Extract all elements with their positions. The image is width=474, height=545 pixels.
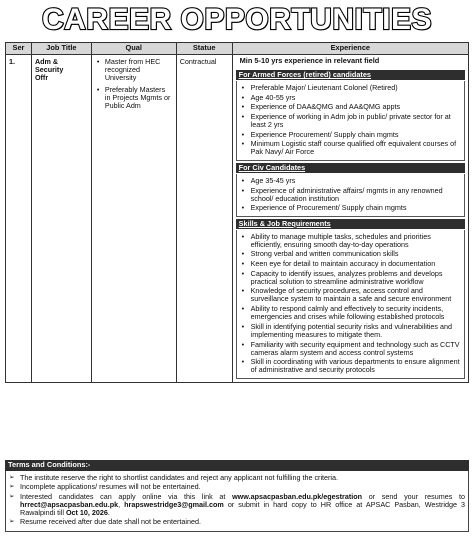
terms-text: or send your resumes to — [362, 491, 466, 501]
list-item: • Ability to respond calmly and effectively to security incidents, emergencies and crises while following established protocols — [240, 305, 461, 321]
section-title-civ: For Civ Candidates — [236, 163, 465, 173]
job-title-line: Adm & — [34, 57, 59, 66]
cell-experience — [232, 55, 468, 383]
cell-status — [176, 55, 232, 383]
terms-section — [5, 460, 469, 532]
section-title-skills: Skills & Job Requirements — [236, 219, 465, 229]
ser-number: 1. — [9, 57, 15, 66]
terms-text: . — [107, 507, 110, 517]
cell-ser — [6, 55, 32, 383]
armed-list — [240, 84, 461, 156]
table-row — [6, 55, 469, 383]
email-link[interactable]: hrrect@apsacpasban.edu.pk — [20, 499, 119, 509]
list-item: ➢ Incomplete applications/ resumes will not be entertained. — [9, 483, 465, 491]
list-item: • Familiarity with security equipment and technology such as CCTV cameras alarm system and access control systems — [240, 341, 461, 357]
list-item: ➢ The institute reserve the right to shortlist candidates and reject any applicant not fulfilling the criteria. — [9, 474, 465, 482]
list-item — [9, 493, 465, 517]
list-item: • Age 35-45 yrs — [240, 177, 461, 185]
terms-text: Interested candidates can apply online via this link at — [20, 491, 233, 501]
header-status: Statue — [176, 43, 232, 55]
list-item: • Preferable Major/ Lieutenant Colonel (Retired) — [240, 84, 461, 92]
table-header-row — [6, 43, 469, 55]
list-item: • Ability to manage multiple tasks, schedules and priorities efficiently, ensuring smooth day-to-day operations — [240, 233, 461, 249]
list-item: • Experience of DAA&QMG and AA&QMG appts — [240, 103, 461, 111]
list-item: • Strong verbal and written communication skills — [240, 250, 461, 258]
section-skills — [236, 230, 465, 379]
list-item: • Skill in identifying potential security risks and vulnerabilities and implementing measures to mitigate them. — [240, 323, 461, 339]
list-item: • Preferably Masters in Projects Mgmts or Public Adm — [95, 86, 173, 110]
terms-text: , — [118, 499, 125, 509]
list-item: • Capacity to identify issues, analyzes problems and develops practical solution to streamline administrative workflow — [240, 270, 461, 286]
list-item: • Master from HEC recognized University — [95, 58, 173, 82]
terms-title: Terms and Conditions:- — [5, 460, 469, 471]
civ-list — [240, 177, 461, 212]
list-item: • Age 40-55 yrs — [240, 94, 461, 102]
apply-link[interactable]: www.apsacpasban.edu.pk/egestration — [232, 491, 363, 501]
email-link[interactable]: hrapswestridge3@gmail.com — [124, 499, 224, 509]
skills-list — [240, 233, 461, 375]
vacancy-table — [5, 42, 469, 383]
header-qual: Qual — [91, 43, 176, 55]
experience-heading: Min 5-10 yrs experience in relevant field — [239, 56, 380, 65]
list-item: • Experience Procurement/ Supply chain mgmts — [240, 131, 461, 139]
terms-text: or submit in hard copy to HR office at APSAC Pasban, Westridge 3 Rawalpindi till — [20, 499, 466, 517]
list-item: • Experience of administrative affairs/ mgmts in any renowned school/ education institution — [240, 187, 461, 203]
cell-qual — [91, 55, 176, 383]
header-ser: Ser — [6, 43, 32, 55]
header-experience: Experience — [232, 43, 468, 55]
cell-job-title — [31, 55, 91, 383]
qual-list — [95, 58, 173, 110]
list-item: • Keen eye for detail to maintain accuracy in documentation — [240, 260, 461, 268]
deadline-date: Oct 10, 2026 — [65, 507, 108, 517]
list-item: ➢ Resume received after due date shall not be entertained. — [9, 518, 465, 526]
list-item: • Experience of Procurement/ Supply chain mgmts — [240, 204, 461, 212]
section-armed — [236, 81, 465, 161]
list-item: • Knowledge of security procedures, access control and surveillance system to maintain a safe and secure environment — [240, 287, 461, 303]
job-title-line: Offr — [34, 73, 49, 83]
section-title-armed: For Armed Forces (retired) candidates — [236, 70, 465, 80]
status-text: Contractual — [179, 57, 217, 66]
header-job-title: Job Title — [31, 43, 91, 55]
list-item: • Skill in coordinating with various departments to ensure alignment of administrative and security protocols — [240, 358, 461, 374]
list-item: • Minimum Logistic staff course qualified offr equivalent courses of Pak Navy/ Air Force — [240, 140, 461, 156]
page-title: CAREER OPPORTUNITIES — [41, 3, 433, 37]
job-title-line: Security — [34, 65, 64, 75]
title-banner — [0, 0, 474, 40]
list-item: • Experience of working in Adm job in public/ private sector for at least 2 yrs — [240, 113, 461, 129]
terms-list — [5, 471, 469, 532]
section-civ — [236, 174, 465, 217]
